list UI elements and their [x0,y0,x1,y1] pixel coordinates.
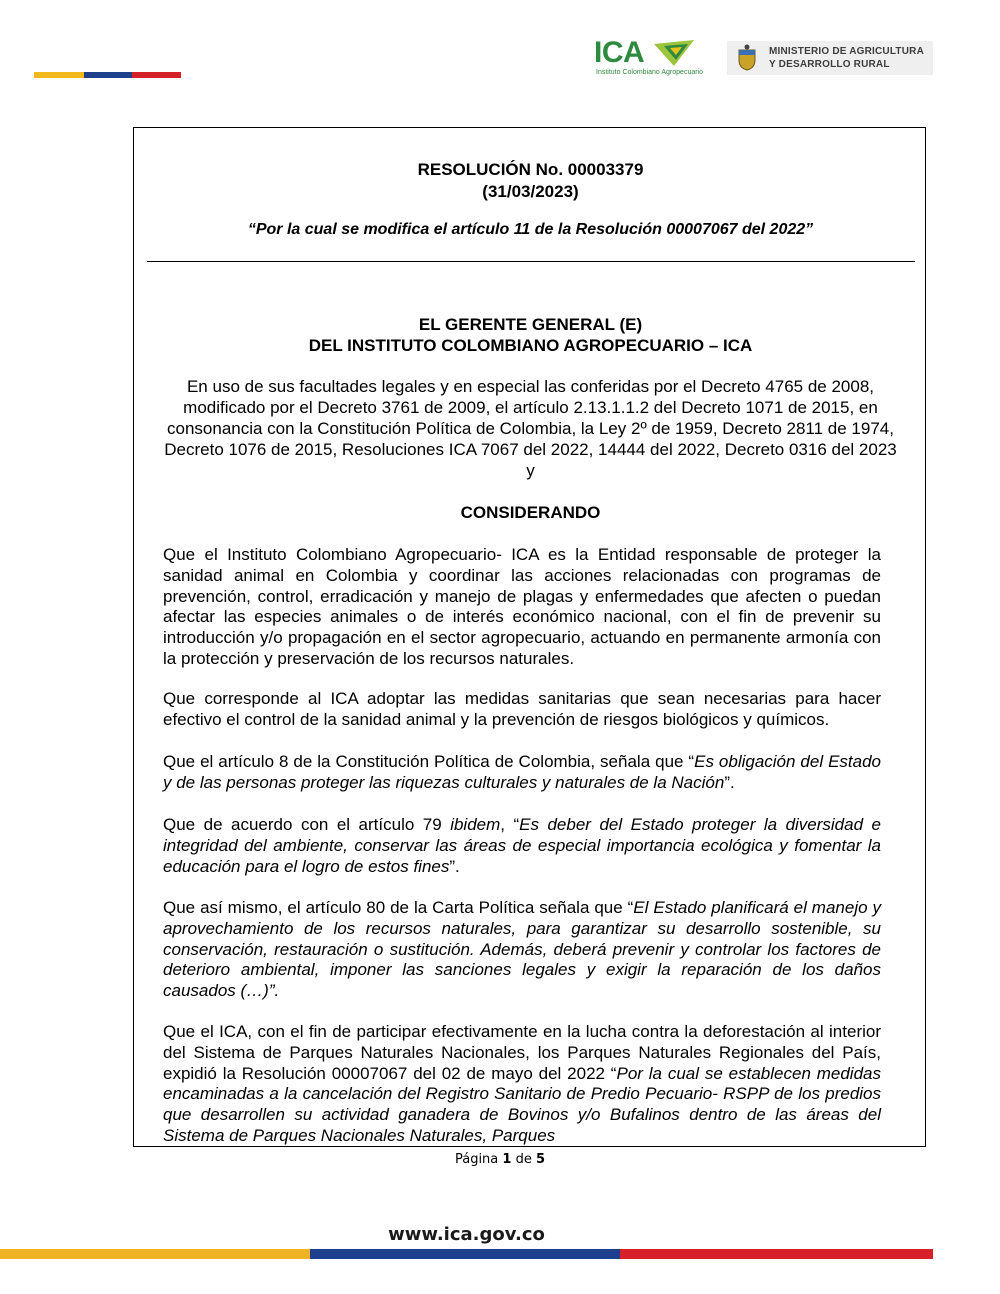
p5-quote: El Estado planificará el manejo y aprovechamiento de los recursos naturales, para garantizar su desarrollo sostenible, su conservación, restauración o sustitución. Además, deberá prevenir y controlar los factores de deterioro ambiental, imponer las sanciones legales y exigir la reparación de los daños causados (…)”. [163,898,881,1001]
paragraph-5 [163,898,881,1002]
coat-of-arms-icon [733,44,761,72]
paragraph-1: Que el Instituto Colombiano Agropecuario- ICA es la Entidad responsable de proteger la sanidad animal en Colombia y coordinar las acciones relacionadas con programas de prevención, control, erradicación y manejo de plagas y enfermedades que afecten o puedan afectar las especies animales o de interés económico nacional, con el fin de prevenir su introducción y/o propagación en el sector agropecuario, actuando en permanente armonía con la protección y preservación de los recursos naturales. [163,545,881,668]
page-number [0,1152,1000,1167]
p3-end: ”. [724,772,735,792]
flag-yellow-segment [0,1249,310,1259]
paragraph-4 [163,815,881,877]
resolution-date: (31/03/2023) [482,182,579,201]
top-flag-bar [34,72,181,78]
resolution-subtitle: “Por la cual se modifica el artículo 11 de la Resolución 00007067 del 2022” [247,221,814,238]
page-of: de [515,1152,532,1167]
page-current: 1 [502,1152,512,1167]
p4-sep: , “ [500,815,520,834]
flag-red-segment [132,72,181,78]
page-total: 5 [535,1152,546,1167]
ministry-line-1: MINISTERIO DE AGRICULTURA [769,46,924,57]
ica-logo-subtitle: Instituto Colombiano Agropecuario [596,69,704,76]
page-label: Página [454,1152,499,1167]
p6-quote: Por la cual se establecen medidas encaminadas a la cancelación del Registro Sanitario de Predio Pecuario- RSPP de los predios que desarrollen su actividad ganadera de Bovinos y/o Bufalinos dentro de las áreas del Sistema de Parques Nacionales Naturales, Parques [163,1063,881,1145]
ica-logo-text: ICA [594,36,645,69]
flag-blue-segment [84,72,132,78]
flag-blue-segment [310,1249,620,1259]
ica-logo [594,36,704,78]
issuer-line-2: DEL INSTITUTO COLOMBIANO AGROPECUARIO – ICA [308,336,753,355]
document-frame [133,127,926,1147]
p4-ibidem: ibidem [450,815,501,834]
title-divider [147,261,915,262]
website-link[interactable]: www.ica.gov.co [388,1224,545,1245]
issuer-line-1: EL GERENTE GENERAL (E) [418,315,643,334]
p5-text: Que así mismo, el artículo 80 de la Carta Política señala que “ [163,898,634,917]
paragraph-2: Que corresponde al ICA adoptar las medidas sanitarias que sean necesarias para hacer efectivo el control de la sanidad animal y la prevención de riesgos biológicos y químicos. [163,689,881,729]
p3-quote: Es obligación del Estado y de las personas proteger las riquezas culturales y naturales de la Nación [163,752,882,792]
preamble: En uso de sus facultades legales y en especial las conferidas por el Decreto 4765 de 2008, modificado por el Decreto 3761 de 2009, el artículo 2.13.1.1.2 del Decreto 1071 de 2015, en consonancia con la Constitución Política de Colombia, la Ley 2º de 1959, Decreto 2811 de 1974, Decreto 1076 de 2015, Resoluciones ICA 7067 del 2022, 14444 del 2022, Decreto 0316 del 2023 y [164,377,897,480]
bottom-flag-bar [0,1249,933,1259]
ministry-line-2: Y DESARROLLO RURAL [769,59,890,70]
considerando-heading: CONSIDERANDO [460,503,601,522]
ministry-name [769,45,924,71]
p3-text: Que el artículo 8 de la Constitución Política de Colombia, señala que “ [163,752,695,771]
flag-red-segment [620,1249,933,1259]
ministry-logo [727,41,933,75]
p6-text: Que el ICA, con el fin de participar efectivamente en la lucha contra la deforestación al interior del Sistema de Parques Naturales Nacionales, los Parques Naturales Regionales del País, expidió la Resolución 00007067 del 02 de mayo del 2022 “ [163,1022,881,1083]
resolution-number: RESOLUCIÓN No. 00003379 [417,160,644,179]
p4-text: Que de acuerdo con el artículo 79 [163,815,451,834]
flag-yellow-segment [34,72,84,78]
paragraph-6 [163,1022,881,1147]
paragraph-3 [163,752,881,794]
ica-leaf-icon [654,40,694,66]
p4-end: ”. [449,856,460,876]
p4-quote: Es deber del Estado proteger la diversidad e integridad del ambiente, conservar las áreas de especial importancia ecológica y fomentar la educación para el logro de estos fines [163,815,881,876]
